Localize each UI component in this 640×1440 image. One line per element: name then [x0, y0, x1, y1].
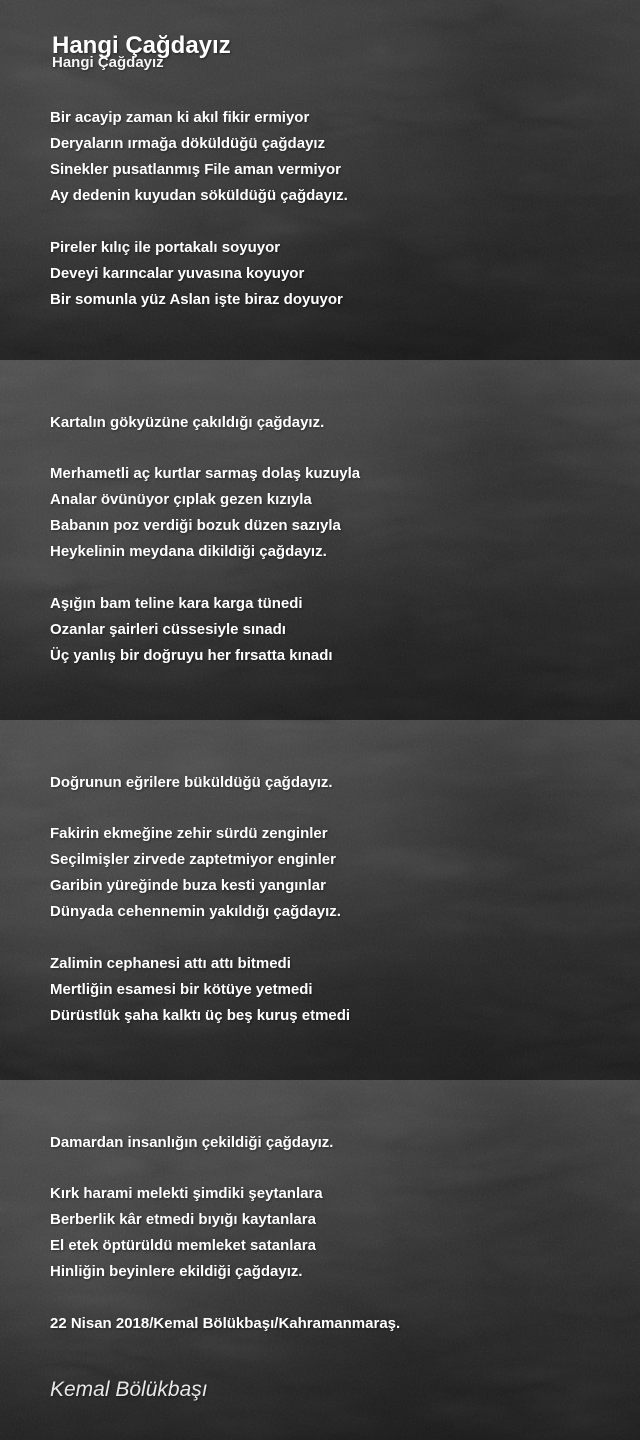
- stanza: [50, 951, 612, 1029]
- poem-line: Garibin yüreğinde buza kesti yangınlar: [50, 877, 326, 894]
- poem-subtitle: Hangi Çağdayız: [52, 54, 164, 71]
- stanza: [50, 821, 612, 925]
- poem-line: Ay dedenin kuyudan söküldüğü çağdayız.: [50, 187, 348, 204]
- poem-line: Berberlik kâr etmedi bıyığı kaytanlara: [50, 1211, 316, 1228]
- poem-slide-2: [0, 360, 640, 720]
- stanza: [50, 591, 612, 669]
- poem-line: Heykelinin meydana dikildiği çağdayız.: [50, 543, 327, 560]
- stanza: [50, 770, 612, 796]
- poem-line: Merhametli aç kurtlar sarmaş dolaş kuzuyla: [50, 465, 361, 482]
- stanza: [50, 1130, 612, 1156]
- stanza: [50, 410, 612, 436]
- poem-line: Deveyi karıncalar yuvasına koyuyor: [50, 265, 305, 282]
- poem-date-line: 22 Nisan 2018/Kemal Bölükbaşı/Kahramanmaraş.: [50, 1315, 401, 1332]
- stanza: [50, 105, 612, 209]
- poem-line: Dünyada cehennemin yakıldığı çağdayız.: [50, 903, 341, 920]
- poem-line: El etek öptürüldü memleket satanlara: [50, 1237, 316, 1254]
- poem-slide-3: [0, 720, 640, 1080]
- poem-line: Analar övünüyor çıplak gezen kızıyla: [50, 491, 312, 508]
- poem-line: Babanın poz verdiği bozuk düzen sazıyla: [50, 517, 341, 534]
- poem-line: Seçilmişler zirvede zaptetmiyor enginler: [50, 851, 336, 868]
- poem-line: Hinliğin beyinlere ekildiği çağdayız.: [50, 1263, 303, 1280]
- poem-slide-4: [0, 1080, 640, 1440]
- stanza: [50, 1181, 612, 1285]
- poem-line: Kartalın gökyüzüne çakıldığı çağdayız.: [50, 414, 325, 431]
- poem-line: Zalimin cephanesi attı attı bitmedi: [50, 955, 291, 972]
- poem-line: Bir acayip zaman ki akıl fikir ermiyor: [50, 109, 310, 126]
- poem-line: Damardan insanlığın çekildiği çağdayız.: [50, 1134, 334, 1151]
- poem-line: Fakirin ekmeğine zehir sürdü zenginler: [50, 825, 328, 842]
- poem-line: Aşığın bam teline kara karga tünedi: [50, 595, 303, 612]
- date-attribution-line: [50, 1311, 612, 1337]
- poem-line: Ozanlar şairleri cüssesiyle sınadı: [50, 621, 286, 638]
- poem-title: Hangi Çağdayız: [52, 32, 231, 60]
- poem-line: Sinekler pusatlanmış File aman vermiyor: [50, 161, 341, 178]
- poem-line: Deryaların ırmağa döküldüğü çağdayız: [50, 135, 326, 152]
- stanza: [50, 235, 612, 313]
- poem-slide-1: [0, 0, 640, 360]
- author-signature: Kemal Bölükbaşı: [50, 1378, 208, 1401]
- poem-line: Üç yanlış bir doğruyu her fırsatta kınadı: [50, 647, 333, 664]
- poem-line: Doğrunun eğrilere büküldüğü çağdayız.: [50, 774, 333, 791]
- poem-line: Kırk harami melekti şimdiki şeytanlara: [50, 1185, 323, 1202]
- poem-line: Dürüstlük şaha kalktı üç beş kuruş etmedi: [50, 1007, 351, 1024]
- poem-line: Pireler kılıç ile portakalı soyuyor: [50, 239, 281, 256]
- stanza: [50, 461, 612, 565]
- poem-line: Mertliğin esamesi bir kötüye yetmedi: [50, 981, 313, 998]
- poem-line: Bir somunla yüz Aslan işte biraz doyuyor: [50, 291, 343, 308]
